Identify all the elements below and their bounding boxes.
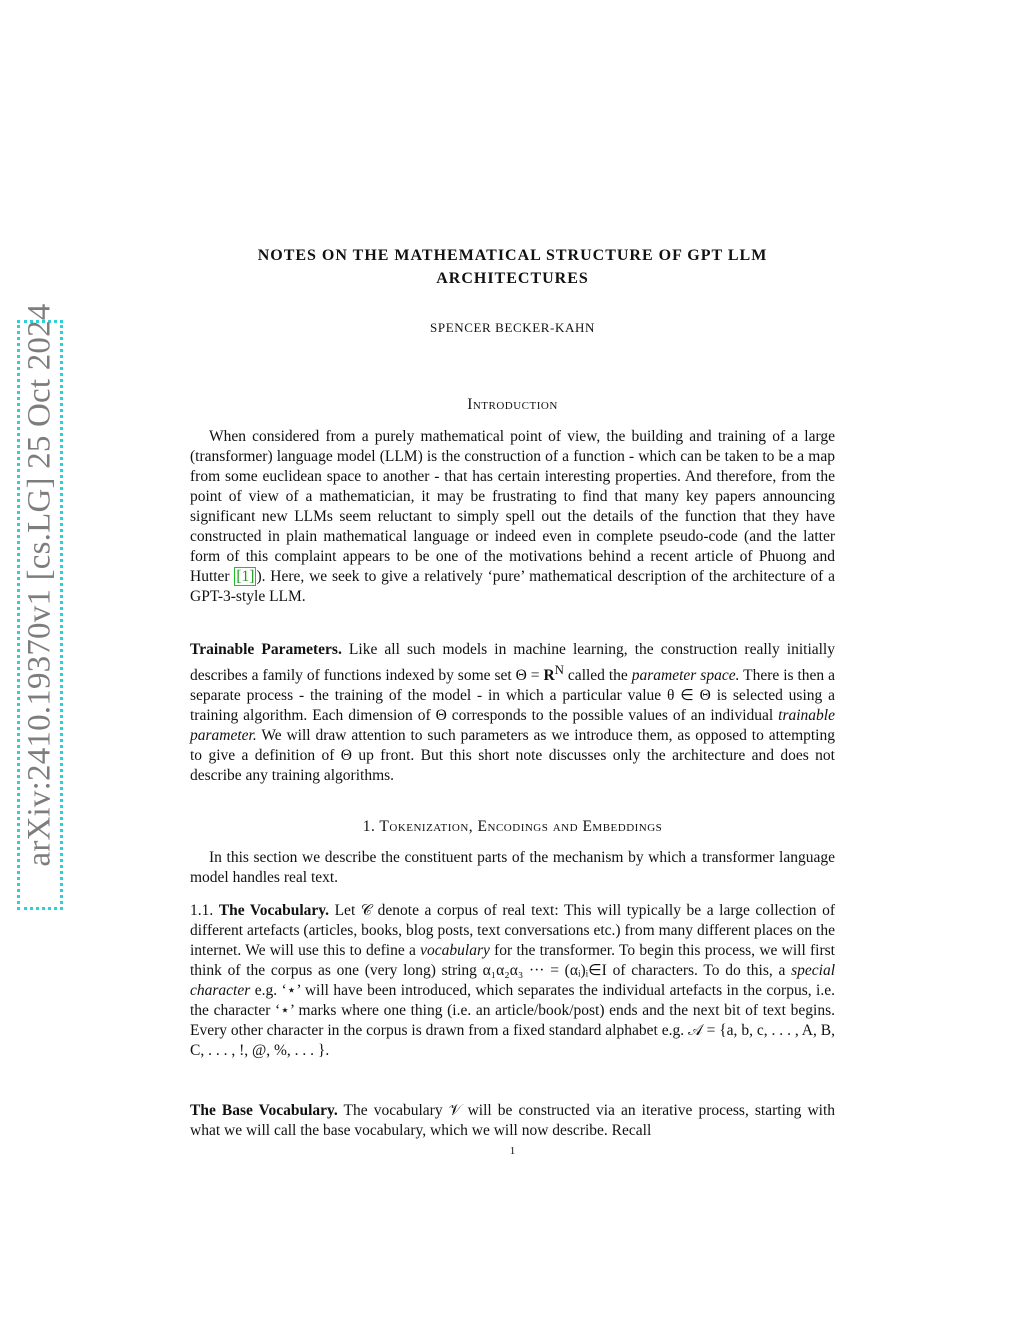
subsection-number: 1.1. xyxy=(190,902,214,919)
reals-symbol: R xyxy=(543,667,555,685)
base-vocabulary-paragraph xyxy=(190,1101,835,1141)
intro-text-b: ). Here, we seek to give a relatively ‘pure’ mathematical description of the architecture of a GPT-3-style LLM. xyxy=(190,568,835,605)
title-line-1: NOTES ON THE MATHEMATICAL STRUCTURE OF GPT LLM xyxy=(257,247,768,264)
section-1-intro-paragraph: In this section we describe the constituent parts of the mechanism by which a transformer language model handles real text. xyxy=(190,849,835,886)
base-vocabulary-label: The Base Vocabulary. xyxy=(190,1102,338,1119)
special-character-term: special character xyxy=(190,962,835,999)
trainable-text-4: We will draw attention to such parameters as we introduce them, as opposed to attempting to give a definition of Θ up front. But this short note discusses only the architecture and does not describe any training algorithms. xyxy=(190,727,835,785)
vocab-text-2: for the transformer. To begin this process, we will first think of the corpus as one (very long) string α₁α₂α₃ ··· = (αᵢ)ᵢ∈I of characters. To do this, a xyxy=(190,942,835,979)
trainable-text-1: Like all such models in machine learning, the construction really initially describes a family of functions indexed by some set Θ = xyxy=(190,641,835,685)
arxiv-identifier-text: arXiv:2410.19370v1 [cs.LG] 25 Oct 2024 xyxy=(21,303,58,867)
trainable-parameter-term: trainable parameter. xyxy=(190,707,835,745)
base-vocabulary-text: The vocabulary 𝒱 will be constructed via an iterative process, starting with what we will call the base vocabulary, which we will now describe. Recall xyxy=(190,1102,836,1139)
vocab-text-1: Let 𝒞 denote a corpus of real text: This will typically be a large collection of different artefacts (articles, books, blog posts, text conversations etc.) from many different places on the internet. We will use this to define a xyxy=(190,902,835,959)
trainable-parameters-paragraph xyxy=(190,640,835,786)
title-line-2: ARCHITECTURES xyxy=(436,270,589,287)
vocabulary-term: vocabulary xyxy=(420,942,490,959)
introduction-paragraph xyxy=(190,427,835,607)
vocabulary-label: The Vocabulary. xyxy=(218,902,330,919)
introduction-heading: Introduction xyxy=(467,396,558,413)
trainable-parameters-label: Trainable Parameters. xyxy=(190,641,342,658)
parameter-space-term: parameter space. xyxy=(631,667,740,685)
paper-title xyxy=(190,244,835,290)
page-number: 1 xyxy=(509,1145,516,1157)
vocab-text-3: e.g. ‘⋆’ will have been introduced, which separates the individual artefacts in the corpus, i.e. the character ‘⋆’ marks where one thing (i.e. an article/book/post) ends and the next bit of text begins. Every other character in the corpus is drawn from a fixed standard alphabet e.g. 𝒜 = {a, b, c, . . . , A, B, C, . . . , !, @, %, . . . }. xyxy=(190,982,835,1059)
citation-link[interactable]: [1] xyxy=(236,568,255,585)
reals-exponent: N xyxy=(554,662,564,677)
section-1-heading: 1. Tokenization, Encodings and Embeddings xyxy=(362,818,663,835)
trainable-text-2: called the xyxy=(563,667,632,685)
vocabulary-paragraph xyxy=(190,901,835,1061)
trainable-text-3: There is then a separate process - the training of the model - in which a particular value θ ∈ Θ is selected using a training algorithm. Each dimension of Θ corresponds to the possible values of an individual xyxy=(190,667,835,725)
intro-text-a: When considered from a purely mathematical point of view, the building and training of a large (transformer) language model (LLM) is the construction of a function - which can be taken to be a map from some euclidean space to another - that has certain interesting properties. And therefore, from the point of view of a mathematician, it may be frustrating to find that many key papers announcing significant new LLMs seem reluctant to simply spell out the details of the function that they have constructed in plain mathematical language or indeed even in complete pseudo-code (and the latter form of this complaint appears to be one of the motivations behind a recent article of Phuong and Hutter xyxy=(190,428,835,585)
author-name: SPENCER BECKER-KAHN xyxy=(430,320,595,335)
